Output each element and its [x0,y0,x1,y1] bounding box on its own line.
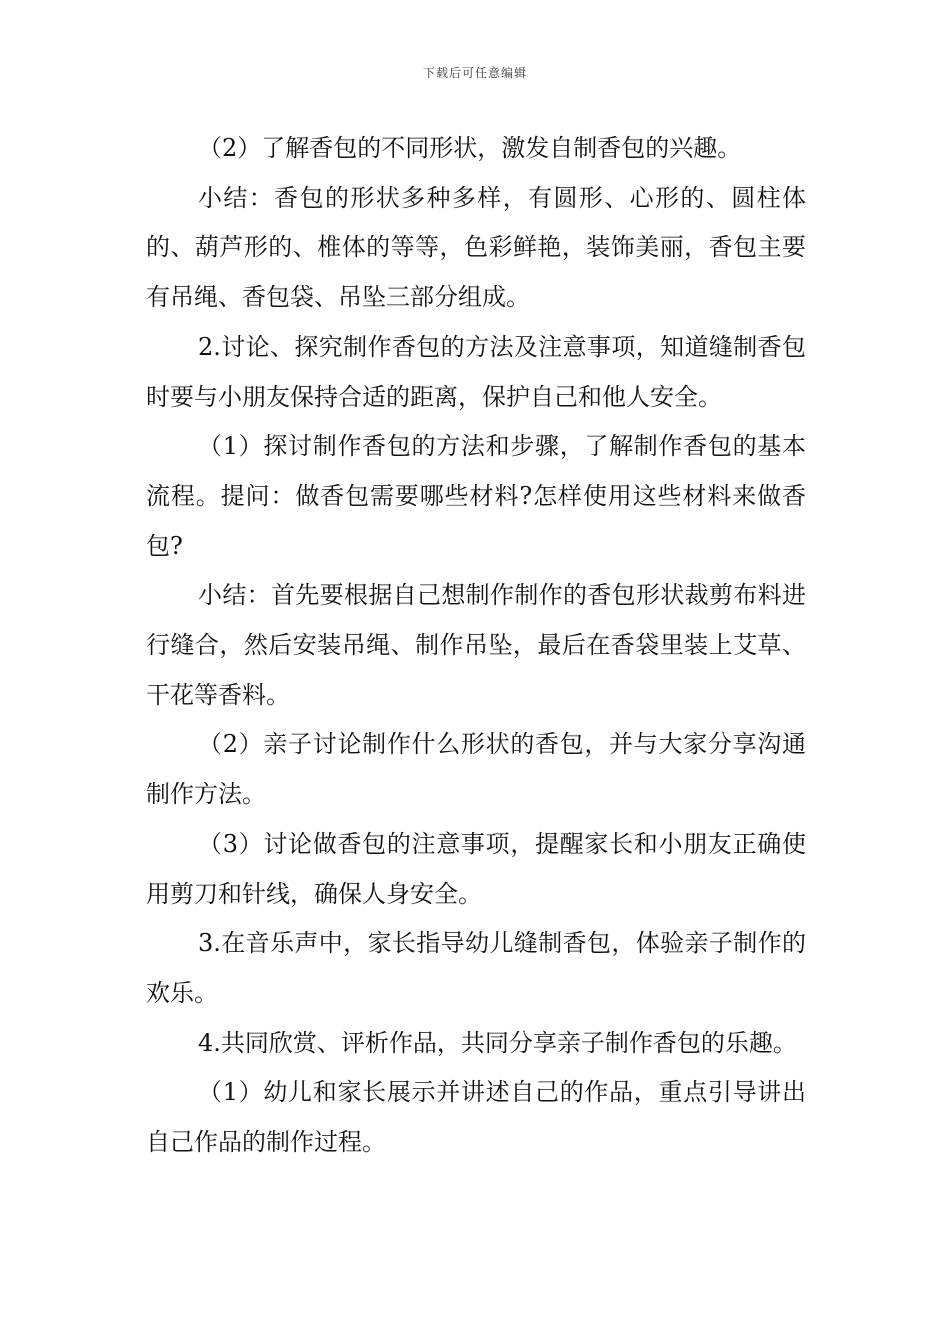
paragraph: （2）亲子讨论制作什么形状的香包，并与大家分享沟通制作方法。 [146,730,806,809]
paragraph: 小结：首先要根据自己想制作制作的香包形状裁剪布料进行缝合，然后安装吊绳、制作吊坠，最后在香袋里装上艾草、干花等香料。 [146,581,806,709]
paragraph: （1）探讨制作香包的方法和步骤，了解制作香包的基本流程。提问：做香包需要哪些材料?怎样使用这些材料来做香包? [146,432,806,560]
paragraph: 小结：香包的形状多种多样，有圆形、心形的、圆柱体的、葫芦形的、椎体的等等，色彩鲜艳，装饰美丽，香包主要有吊绳、香包袋、吊坠三部分组成。 [146,183,806,312]
paragraph: 4.共同欣赏、评析作品，共同分享亲子制作香包的乐趣。 [198,1028,797,1057]
header-note: 下载后可任意编辑 [422,66,527,80]
paragraph: （3）讨论做香包的注意事项，提醒家长和小朋友正确使用剪刀和针线，确保人身安全。 [146,829,806,908]
paragraph: 3.在音乐声中，家长指导幼儿缝制香包，体验亲子制作的欢乐。 [146,929,806,1007]
paragraph: 2.讨论、探究制作香包的方法及注意事项，知道缝制香包时要与小朋友保持合适的距离，保护自己和他人安全。 [146,332,806,411]
paragraph: （2）了解香包的不同形状，激发自制香包的兴趣。 [198,134,742,162]
document-body [146,124,806,1168]
paragraph: （1）幼儿和家长展示并讲述自己的作品，重点引导讲出自己作品的制作过程。 [146,1078,806,1157]
